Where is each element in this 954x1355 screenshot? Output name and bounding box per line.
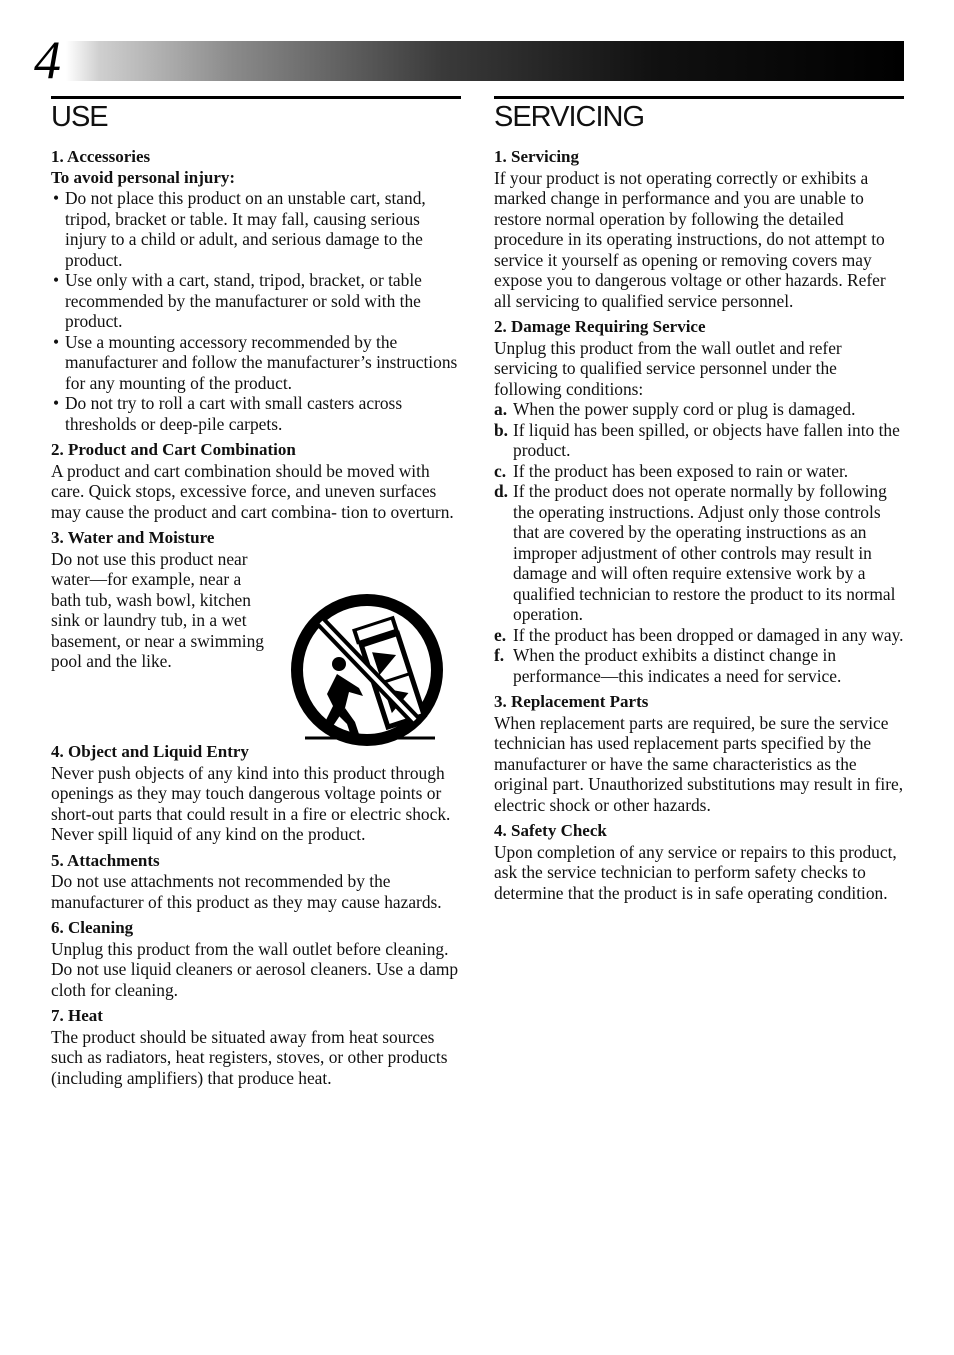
damage-section [494,317,904,686]
damage-conditions-list [494,399,904,686]
list-item: b. If liquid has been spilled, or objects have fallen into the product. [494,419,900,460]
list-item: c. If the product has been exposed to rain or water. [494,460,849,481]
page-number: 4 [34,30,61,90]
heat-heading: 7. Heat [51,1006,103,1025]
list-item: • Do not try to roll a cart with small casters across thresholds or deep-pile carpets. [53,393,403,434]
attachments-section [51,851,461,913]
attachments-heading: 5. Attachments [51,850,160,870]
list-item: e. If the product has been dropped or damaged in any way. [494,624,904,645]
damage-intro: Unplug this product from the wall outlet and refer servicing to qualified service personnel under the following conditions: [494,337,842,399]
list-item: f. When the product exhibits a distinct change in performance—this indicates a need for service. [494,645,842,686]
cart-tip-over-warning-icon [289,592,449,748]
accessories-subheading: To avoid personal injury: [51,167,236,187]
accessories-bullet-list [51,188,461,434]
list-item: • Do not place this product on an unstable cart, stand, tripod, bracket or table. It may fall, causing serious injury to a child or adult, and serious damage to the product. [53,188,426,270]
list-item: a. When the power supply cord or plug is damaged. [494,399,856,419]
cleaning-body: Unplug this product from the wall outlet before cleaning. Do not use liquid cleaners or aerosol cleaners. Use a damp cloth for cleaning. [51,938,459,1000]
object-section [51,742,461,845]
heat-body: The product should be situated away from heat sources such as radiators, heat registers, stoves, or other products (including amplifiers) that produce heat. [51,1026,448,1088]
safety-section [494,821,904,903]
servicing-title: SERVICING [494,96,904,135]
use-title: USE [51,96,461,135]
cart-section [51,440,461,522]
accessories-heading: 1. Accessories [51,147,151,166]
servicing-section [494,147,904,311]
list-item: d. If the product does not operate normally by following the operating instructions. Adjust only those controls that are covered by the operating instructions as an improper adjustment of other controls may result in damage and will often require extensive work by a qualified technician to restore the product to its normal operation. [494,481,896,624]
list-item: • Use a mounting accessory recommended by the manufacturer and follow the manufacturer’s instructions for any mounting of the product. [53,331,458,393]
header-gradient-bar [66,41,904,81]
cart-body: A product and cart combination should be moved with care. Quick stops, excessive force, and uneven surfaces may cause the product and cart combina- tion to overturn. [51,460,454,522]
cleaning-section [51,918,461,1000]
water-heading: 3. Water and Moisture [51,528,215,547]
attachments-body: Do not use attachments not recommended by the manufacturer of this product as they may cause hazards. [51,871,442,912]
list-item: • Use only with a cart, stand, tripod, bracket, or table recommended by the manufacturer or sold with the product. [53,270,422,331]
safety-body: Upon completion of any service or repairs to this product, ask the service technician to perform safety checks to determine that the product is in safe operating condition. [494,841,897,903]
object-heading: 4. Object and Liquid Entry [51,742,249,761]
servicing-heading: 1. Servicing [494,147,579,166]
damage-heading: 2. Damage Requiring Service [494,317,706,336]
replacement-section [494,692,904,815]
object-body: Never push objects of any kind into this product through openings as they may touch dangerous voltage points or short-out parts that could result in a fire or electric shock. Never spill liquid of any kind on the product. [51,762,451,844]
servicing-body: If your product is not operating correctly or exhibits a marked change in performance and you are unable to restore normal operation by following the detailed procedure in its operating instructions, do not attempt to service it yourself as opening or removing covers may expose you to dangerous voltage or other hazards. Refer all servicing to qualified service personnel. [494,167,886,311]
replacement-body: When replacement parts are required, be sure the service technician has used replacement parts specified by the manufacturer or have the same characteristics as the original part. Unauthorized substitutions may result in fire, electric shock or other hazards. [494,712,904,815]
heat-section [51,1006,461,1088]
servicing-column [494,96,904,909]
cleaning-heading: 6. Cleaning [51,918,134,937]
replacement-heading: 3. Replacement Parts [494,692,649,711]
water-body: Do not use this product near water—for example, near a bath tub, wash bowl, kitchen sink or laundry tub, in a wet basement, or near a swimming pool and the like. [51,548,264,671]
safety-heading: 4. Safety Check [494,821,607,840]
cart-heading: 2. Product and Cart Combination [51,440,296,459]
accessories-section [51,147,461,434]
